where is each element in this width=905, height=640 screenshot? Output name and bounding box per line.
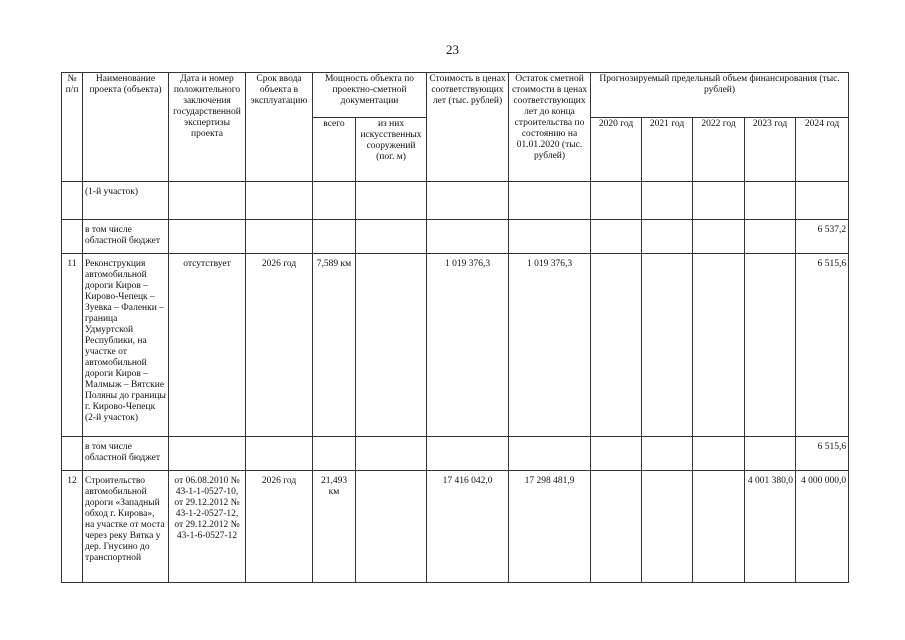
cell-2024: 6 515,6 xyxy=(796,437,849,471)
cell-capacity-artificial xyxy=(356,437,427,471)
cell-2023: 4 001 380,0 xyxy=(745,471,796,583)
cell-capacity-total xyxy=(313,437,356,471)
cell-remaining: 17 298 481,9 xyxy=(509,471,591,583)
cell-num xyxy=(62,437,83,471)
header-forecast: Прогнозируемый предельный объем финансирования (тыс. рублей) xyxy=(591,73,849,118)
cell-2023 xyxy=(745,182,796,220)
cell-num: 12 xyxy=(62,471,83,583)
header-row-1 xyxy=(62,73,849,118)
cell-cost xyxy=(427,437,509,471)
header-year-2021: 2021 год xyxy=(642,118,693,182)
cell-expertise: от 06.08.2010 № 43-1-1-0527-10, от 29.12.2012 № 43-1-2-0527-12, от 29.12.2012 № 43-1-6-0527-12 xyxy=(169,471,246,583)
cell-2023 xyxy=(745,220,796,254)
cell-2020 xyxy=(591,220,642,254)
cell-2020 xyxy=(591,437,642,471)
header-year-2020: 2020 год xyxy=(591,118,642,182)
cell-expertise xyxy=(169,182,246,220)
cell-2022 xyxy=(693,220,745,254)
cell-capacity-artificial xyxy=(356,182,427,220)
cell-name: (1-й участок) xyxy=(83,182,169,220)
cell-deadline: 2026 год xyxy=(246,254,313,437)
cell-capacity-total xyxy=(313,182,356,220)
cell-2022 xyxy=(693,471,745,583)
cell-name: Строительство автомобильной дороги «Западный обход г. Кирова», на участке от моста через реку Вятка у дер. Гнусино до транспортной xyxy=(83,471,169,583)
table-row xyxy=(62,437,849,471)
cell-2022 xyxy=(693,437,745,471)
cell-remaining xyxy=(509,182,591,220)
cell-cost xyxy=(427,220,509,254)
header-deadline: Срок ввода объекта в эксплуатацию xyxy=(246,73,313,182)
cell-deadline xyxy=(246,220,313,254)
cell-cost: 1 019 376,3 xyxy=(427,254,509,437)
cell-2024: 4 000 000,0 xyxy=(796,471,849,583)
header-year-2024: 2024 год xyxy=(796,118,849,182)
table-row xyxy=(62,182,849,220)
header-cost: Стоимость в ценах соответствующих лет (тыс. рублей) xyxy=(427,73,509,182)
page-number: 23 xyxy=(446,42,459,57)
header-remaining: Остаток сметной стоимости в ценах соответствующих лет до конца строительства по состоянию на 01.01.2020 (тыс. рублей) xyxy=(509,73,591,182)
table-row xyxy=(62,254,849,437)
cell-2023 xyxy=(745,254,796,437)
cell-2021 xyxy=(642,254,693,437)
cell-expertise: отсутствует xyxy=(169,254,246,437)
cell-capacity-total: 7,589 км xyxy=(313,254,356,437)
cell-2020 xyxy=(591,254,642,437)
header-capacity-total: всего xyxy=(313,118,356,182)
cell-capacity-artificial xyxy=(356,220,427,254)
cell-cost xyxy=(427,182,509,220)
header-name: Наименование проекта (объекта) xyxy=(83,73,169,182)
cell-2022 xyxy=(693,254,745,437)
cell-capacity-artificial xyxy=(356,254,427,437)
cell-deadline xyxy=(246,437,313,471)
cell-2021 xyxy=(642,182,693,220)
cell-capacity-artificial xyxy=(356,471,427,583)
header-expertise: Дата и номер положительного заключения государственной экспертизы проекта xyxy=(169,73,246,182)
cell-2020 xyxy=(591,182,642,220)
header-num: № п/п xyxy=(62,73,83,182)
cell-remaining xyxy=(509,437,591,471)
cell-2024: 6 537,2 xyxy=(796,220,849,254)
cell-2021 xyxy=(642,437,693,471)
header-capacity: Мощность объекта по проектно-сметной документации xyxy=(313,73,427,118)
cell-2022 xyxy=(693,182,745,220)
header-year-2022: 2022 год xyxy=(693,118,745,182)
cell-num: 11 xyxy=(62,254,83,437)
cell-deadline xyxy=(246,182,313,220)
cell-2024 xyxy=(796,182,849,220)
cell-2023 xyxy=(745,437,796,471)
cell-num xyxy=(62,182,83,220)
cell-2021 xyxy=(642,220,693,254)
cell-capacity-total xyxy=(313,220,356,254)
cell-2020 xyxy=(591,471,642,583)
cell-deadline: 2026 год xyxy=(246,471,313,583)
cell-cost: 17 416 042,0 xyxy=(427,471,509,583)
cell-name: в том числе областной бюджет xyxy=(83,220,169,254)
cell-num xyxy=(62,220,83,254)
cell-remaining xyxy=(509,220,591,254)
cell-remaining: 1 019 376,3 xyxy=(509,254,591,437)
header-year-2023: 2023 год xyxy=(745,118,796,182)
header-capacity-artificial: из них искусственных сооружений (пог. м) xyxy=(356,118,427,182)
table-row xyxy=(62,471,849,583)
table-row xyxy=(62,220,849,254)
cell-capacity-total: 21,493 км xyxy=(313,471,356,583)
cell-expertise xyxy=(169,437,246,471)
cell-name: в том числе областной бюджет xyxy=(83,437,169,471)
cell-name: Реконструкция автомобильной дороги Киров – Кирово-Чепецк – Зуевка – Фаленки – граница Удмуртской Республики, на участке от автомобильной дороги Киров – Малмыж – Вятские Поляны до границы г. Кирово-Чепецк (2-й участок) xyxy=(83,254,169,437)
cell-2021 xyxy=(642,471,693,583)
cell-expertise xyxy=(169,220,246,254)
financing-table xyxy=(61,72,849,583)
cell-2024: 6 515,6 xyxy=(796,254,849,437)
